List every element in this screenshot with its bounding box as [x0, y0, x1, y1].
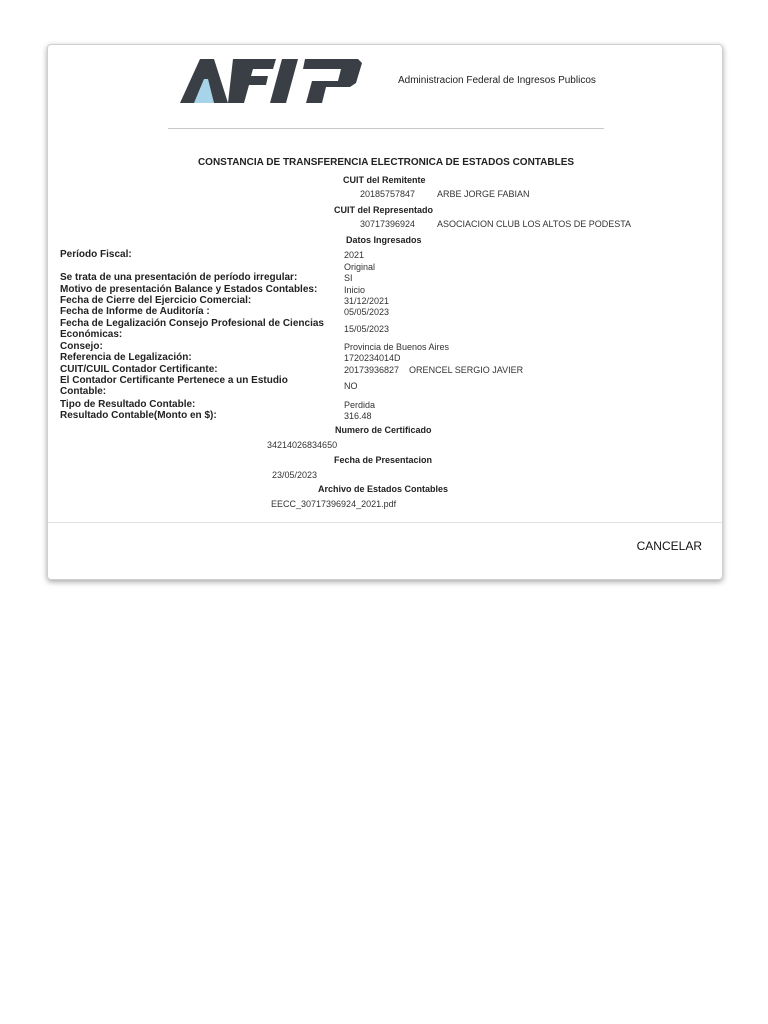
- row-label-motivo: Motivo de presentación Balance y Estados Contables:: [60, 284, 318, 295]
- remitente-heading: CUIT del Remitente: [343, 175, 426, 185]
- row-label-fecha-informe: Fecha de Informe de Auditoría :: [60, 306, 210, 317]
- representado-heading: CUIT del Representado: [334, 205, 434, 215]
- archivo-filename: EECC_30717396924_2021.pdf: [271, 499, 397, 509]
- row-value-motivo: Inicio: [344, 285, 366, 295]
- row-value-periodo-fiscal: 2021: [344, 250, 365, 260]
- row-value-fecha-informe: 05/05/2023: [344, 307, 390, 317]
- agency-name: Administracion Federal de Ingresos Publicos: [398, 75, 596, 86]
- footer-divider: [48, 522, 722, 523]
- cancel-button[interactable]: CANCELAR: [636, 539, 702, 553]
- row-value-estudio-contable: NO: [344, 381, 358, 391]
- row-value-tipo-resultado: Perdida: [344, 400, 376, 410]
- row-value-referencia: 1720234014D: [344, 353, 401, 363]
- row-label-estudio-contable: El Contador Certificante Pertenece a un Estudio Contable:: [60, 375, 288, 397]
- row-label-periodo-irregular: Se trata de una presentación de período irregular:: [60, 272, 298, 283]
- row-label-tipo-resultado: Tipo de Resultado Contable:: [60, 399, 196, 410]
- row-label-periodo-fiscal: Período Fiscal:: [60, 249, 132, 260]
- row-value-resultado-monto: 316.48: [344, 411, 372, 421]
- presentacion-heading: Fecha de Presentacion: [334, 455, 433, 465]
- certificado-heading: Numero de Certificado: [335, 425, 432, 435]
- row-value-tipo-presentacion: Original: [344, 262, 376, 272]
- representado-name: ASOCIACION CLUB LOS ALTOS DE PODESTA: [437, 219, 632, 229]
- afip-logo: [178, 57, 374, 105]
- representado-cuit: 30717396924: [360, 219, 416, 229]
- row-value-periodo-irregular: SI: [344, 273, 353, 283]
- row-label-fecha-legalizacion: Fecha de Legalización Consejo Profesional de Ciencias Económicas:: [60, 318, 324, 340]
- row-label-consejo: Consejo:: [60, 341, 103, 352]
- row-label-resultado-monto: Resultado Contable(Monto en $):: [60, 410, 217, 421]
- row-label-cuit-contador: CUIT/CUIL Contador Certificante:: [60, 364, 218, 375]
- presentacion-date: 23/05/2023: [272, 470, 318, 480]
- header-divider: [168, 128, 604, 129]
- archivo-heading: Archivo de Estados Contables: [318, 484, 449, 494]
- row-value-cuit-contador: 20173936827 ORENCEL SERGIO JAVIER: [344, 365, 524, 375]
- remitente-cuit: 20185757847: [360, 189, 416, 199]
- constancia-dialog: [47, 44, 723, 580]
- row-label-fecha-cierre: Fecha de Cierre del Ejercicio Comercial:: [60, 295, 252, 306]
- document-title: CONSTANCIA DE TRANSFERENCIA ELECTRONICA DE ESTADOS CONTABLES: [197, 157, 575, 168]
- row-label-referencia: Referencia de Legalización:: [60, 352, 192, 363]
- certificado-number: 34214026834650: [267, 440, 338, 450]
- row-value-fecha-legalizacion: 15/05/2023: [344, 324, 390, 334]
- datos-heading: Datos Ingresados: [346, 235, 422, 245]
- remitente-name: ARBE JORGE FABIAN: [437, 189, 530, 199]
- row-value-consejo: Provincia de Buenos Aires: [344, 342, 450, 352]
- row-value-fecha-cierre: 31/12/2021: [344, 296, 390, 306]
